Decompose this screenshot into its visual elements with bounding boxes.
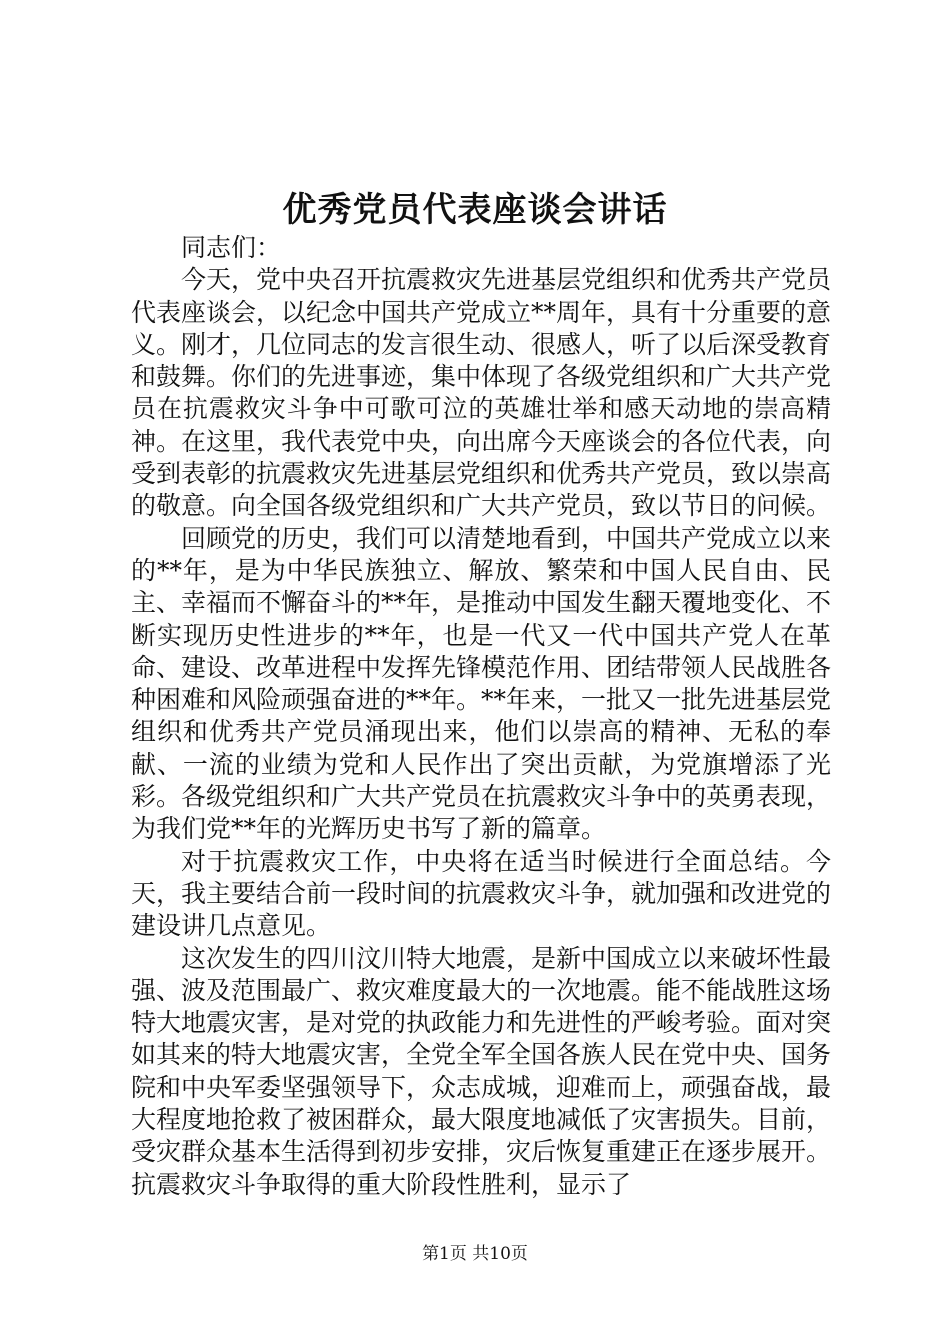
salutation: 同志们： — [181, 233, 282, 262]
page-footer: 第1页 共10页 — [422, 1244, 528, 1264]
document-body — [131, 232, 831, 1201]
paragraph-3: 对于抗震救灾工作，中央将在适当时候进行全面总结。今天，我主要结合前一段时间的抗震救灾斗争，就加强和改进党的建设讲几点意见。 — [131, 846, 832, 941]
document-title: 优秀党员代表座谈会讲话 — [282, 190, 668, 230]
paragraph-1: 今天，党中央召开抗震救灾先进基层党组织和优秀共产党员代表座谈会，以纪念中国共产党成立**周年，具有十分重要的意义。刚才，几位同志的发言很生动、很感人，听了以后深受教育和鼓舞。你们的先进事迹，集中体现了各级党组织和广大共产党员在抗震救灾斗争中可歌可泣的英雄壮举和感天动地的崇高精神。在这里，我代表党中央，向出席今天座谈会的各位代表，向受到表彰的抗震救灾先进基层党组织和优秀共产党员，致以崇高的敬意。向全国各级党组织和广大共产党员，致以节日的问候。 — [131, 265, 832, 521]
paragraph-2: 回顾党的历史，我们可以清楚地看到，中国共产党成立以来的**年，是为中华民族独立、解放、繁荣和中国人民自由、民主、幸福而不懈奋斗的**年，是推动中国发生翻天覆地变化、不断实现历史性进步的**年，也是一代又一代中国共产党人在革命、建设、改革进程中发挥先锋模范作用、团结带领人民战胜各种困难和风险顽强奋进的**年。**年来，一批又一批先进基层党组织和优秀共产党员涌现出来，他们以崇高的精神、无私的奉献、一流的业绩为党和人民作出了突出贡献，为党旗增添了光彩。各级党组织和广大共产党员在抗震救灾斗争中的英勇表现，为我们党**年的光辉历史书写了新的篇章。 — [131, 523, 832, 844]
paragraph-4: 这次发生的四川汶川特大地震，是新中国成立以来破坏性最强、波及范围最广、救灾难度最大的一次地震。能不能战胜这场特大地震灾害，是对党的执政能力和先进性的严峻考验。面对突如其来的特大地震灾害，全党全军全国各族人民在党中央、国务院和中央军委坚强领导下，众志成城，迎难而上，顽强奋战，最大程度地抢救了被困群众，最大限度地减低了灾害损失。目前，受灾群众基本生活得到初步安排，灾后恢复重建正在逐步展开。抗震救灾斗争取得的重大阶段性胜利，显示了 — [131, 943, 832, 1199]
